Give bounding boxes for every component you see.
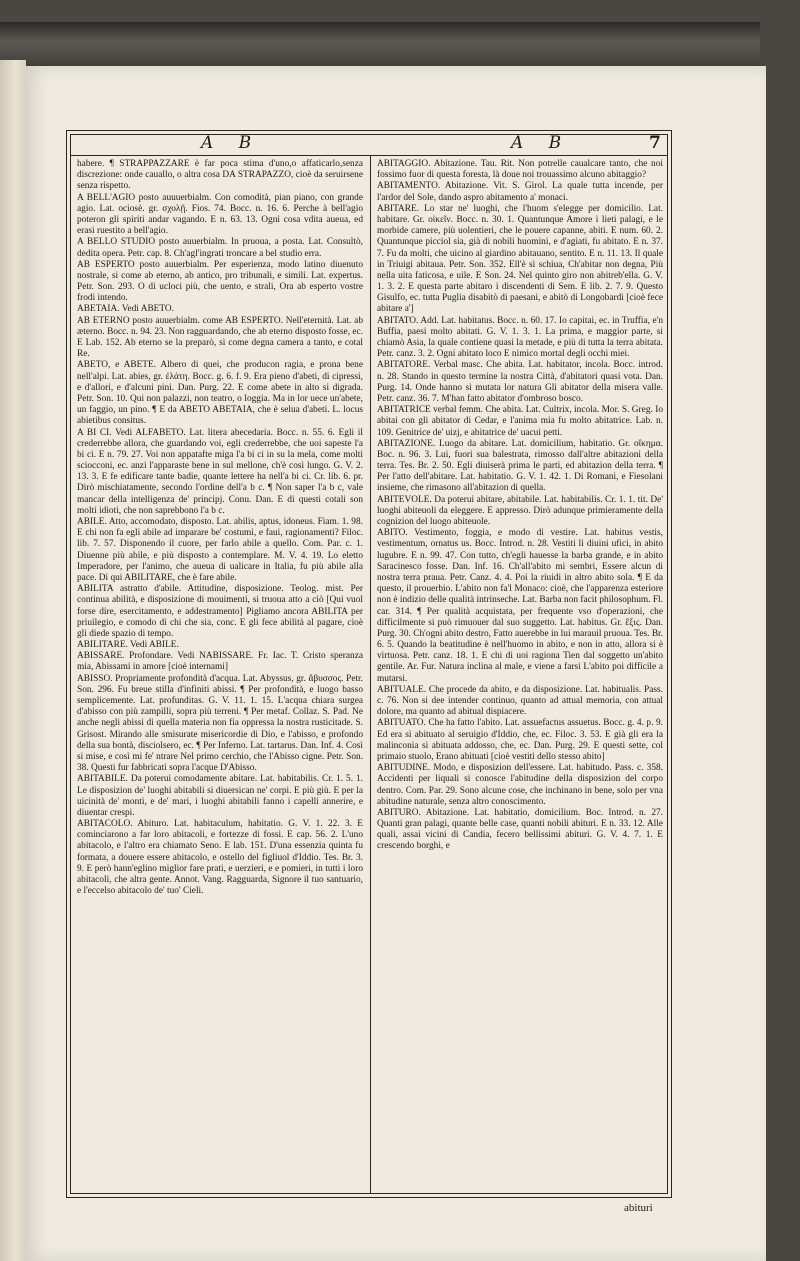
dictionary-entry: ABITABILE. Da poterui comodamente abitare. Lat. habitabilis. Cr. 1. 5. 1. Le disposizion de' luoghi abitabili si diuersican ne' corpi. E più giù. E per la uicinità de' monti, e de' mari, i luoghi abitabili fanno i capelli annerire, e diuentar crespi. [77,774,363,818]
dictionary-entry: ABITACOLO. Abituro. Lat. habitaculum, habitatio. G. V. 1. 22. 3. E cominciarono a far loro abitacoli, e fortezze di fossi. E cap. 56. 2. L'uno abitacolo, e l'altro era chiamato Seno. E lab. 151. D'una essenzia quinta fu formata, a douere essere abitacolo, e ostello del figliuol d'Iddio. Tes. Br. 3. 9. E però hann'eglino miglior fare prati, e uerzieri, e e pomieri, in tutti i loro abitacoli, che altra gente. Annot. Vang. Ragguarda, Signore il tuo santuario, e l'eccelso abitacolo de' tuo' Cieli. [77,819,363,897]
dictionary-entry: A BELL'AGIO posto auuuerbialm. Con comodità, pian piano, con grande agio. Lat. ociosè. gr. σχολῇ. Fios. 74. Bocc. n. 16. 6. Perche à bell'agio poteron gli spiriti andar vagando. E n. 63. 13. Ogni cosa vdita aueua, ed erasi ruestito a bell'agio. [77,192,363,237]
dictionary-entry: ABILE. Atto, accomodato, disposto. Lat. abilis, aptus, idoneus. Fiam. 1. 98. E chi non fa egli abile ad imparare be' costumi, e faui, ragionamenti? Filoc. lib. 7. 57. Disponendo il cuore, per farlo abile a quello. Com. Par. c. 1. Diuenne più abile, e più disposto a contemplare. M. V. 4. 19. Lo eletto Imperadore, per l'animo, che aueua di ualicare in Italia, fu più abile alla pace. Di qui ABILITARE, che è fare abile. [77,517,363,583]
dictionary-entry: ABISSO. Propriamente profondità d'acqua. Lat. Abyssus, gr. ἄβυσσος. Petr. Son. 296. Fu breue stilla d'infiniti abissi. ¶ Per profondità, e luogo basso semplicemente. Lat. profunditas. G. V. 11. 1. 15. L'acqua chiara surgea d'abisso con più zampilli, sopra più terreni. ¶ Per metaf. Collaz. S. Pad. Ne anche negli abissi di quella materia non fia oppressa la nostra rusticitade. S. Grisost. Mirando alle smisurate misericordie di Dio, e l'abisso, e profondo della sua bontà, disciolsero, ec. ¶ Per Inferno. Lat. tartarus. Dan. Inf. 4. Così si mise, e così mi fe' ntrare Nel primo cerchio, che l'Abisso cigne. Petr. Son. 38. Questi fur fabbricati sopra l'acque D'Abisso. [77,673,363,774]
page-number: 7 [649,133,661,153]
dictionary-entry: ABITARE. Lo star ne' luoghi, che l'huom s'elegge per domicilio. Lat. habitare. Gr. οἰκεῖν. Bocc. n. 30. 1. Quantunque Amore i lieti palagi, e le morbide camere, più uolentieri, che le pouere capanne, abiti. E num. 60. 2. Quantunque picciol sia, già di nobili huomini, e d'agiati, fu abitato. E n. 37. 7. Fu da molti, che uicino al giardino abitauano, sentito. E n. 11. 13. Il quale in Triuigi abitaua. Petr. Son. 352. Ell'è sì schiua, Ch'abitar non degna, Più nella uita faticosa, e uile. E Son. 24. Nel quinto giro non abitreb'ella. G. V. 1. 3. 2. E questa parte abitaro i discendenti di Sem. E lib. 2. 7. 9. Questo Gisulfo, ec. tutta Puglia disabitò di paesani, e abitò di Longobardi [cioè fece abitare a'] [377,203,663,315]
dictionary-entry: ABETAIA. Vedi ABETO. [77,304,175,315]
dictionary-entry: ABETO, e ABETE. Albero di quei, che producon ragia, e prona bene nell'alpi. Lat. abies, gr. ἐλάτη. Bocc. g. 6. f. 9. Era pieno d'abeti, di cipressi, e d'allori, e d'alcuni pini. Dan. Purg. 22. E come abete in alto si digrada. Petr. Son. 10. Qui non palazzi, non teatro, o loggia. Ma in lor uece un'abete, un faggio, un pino. ¶ E da ABETO ABETAIA, che è selua d'abeti. L. locus abietibus consitus. [77,360,363,427]
running-header [71,135,667,156]
dictionary-page [24,66,766,1261]
dictionary-entry: ABITATORE. Verbal masc. Che abita. Lat. habitator, incola. Bocc. introd. n. 28. Stando in questo termine la nostra Città, d'abitatori quasi vota. Dan. Purg. 14. Onde hanno sì mutata lor natura Gli abitator della misera valle. Petr. canz. 36. 7. M'han fatto abitator d'ombroso bosco. [377,360,663,404]
dictionary-entry: ABITUATO. Che ha fatto l'abito. Lat. assuefactus assuetus. Bocc. g. 4. p. 9. Ed era sì abituato al seruigio d'Iddio, che, ec. Filoc. 3. 53. E già gli era la malinconia sì abituata addosso, che, ec. Dan. Purg. 29. E questi sette, col primaio stuolo, Erano abituati [cioè vestiti dello stesso abito] [377,718,663,762]
dictionary-entry: ABITEVOLE. Da poterui abitare, abitabile. Lat. habitabilis. Cr. 1. 1. tit. De' luoghi abiteuoli da eleggere. E appresso. Dirò adunque primieramente della cognizion del luogo abiteuole. [377,494,663,527]
dictionary-entry: ABILITARE. Vedi ABILE. [77,640,179,651]
dictionary-entry: ABITURO. Abitazione. Lat. habitatio, domicilium. Boc. Introd. n. 27. Quanti gran palagi, quante belle case, quanti nobili abituri. E n. 33. 12. Alle quali, assai vicini di Candia, fecero bellissimi abituri. G. V. 4. 7. 1. E crescendo borghi, e [377,807,663,852]
dictionary-entry: ABITATO. Add. Lat. habitatus. Bocc. n. 60. 17. Io capitai, ec. in Truffia, e'n Buffia, paesi molto abitati. G. V. 1. 3. 1. La prima, e maggior parte, si chiamò Asia, la quale contiene quasi la metade, e più di tutta la terra abitata. Petr. canz. 3. 2. Ogni abitato loco E nimico mortal degli occhi miei. [377,315,663,360]
dictionary-entry: ABITUDINE. Modo, e disposizion dell'essere. Lat. habitudo. Pass. c. 358. Accidenti per liquali si conosce l'abitudine della disposizion del corpo dentro. Com. Par. 29. Sono alcune cose, che inchinano in bene, solo per vna abitudine naturale, senza altro conoscimento. [377,763,663,807]
dictionary-entry: ABITAGGIO. Abitazione. Tau. Rit. Non potrelle caualcare tanto, che noi fossimo fuor di questa foresta, là doue noi trouassimo alcuno abitaggio? [377,159,663,181]
dictionary-entry: ABITATRICE verbal femm. Che abita. Lat. Cultrix, incola. Mor. S. Greg. Io abitai con gli abitator di Cedar, e l'anima mia fu molto abitatrice. Lab. n. 109. Genitrice de' uizj, e abitatrice de' uacui petti. [377,405,663,438]
dictionary-entry: habere. ¶ STRAPPAZZARE è far poca stima d'uno,o affaticarlo,senza discrezione: onde cauallo, o altra cosa DA STRAPAZZO, cioè da seruirsene senza rispetto. [77,159,363,192]
right-column [377,159,663,1189]
dictionary-entry: A BI CI. Vedi ALFABETO. Lat. litera abecedaria. Bocc. n. 55. 6. Egli il crederrebbe allora, che guardando voi, egli crederrebbe, che uoi sapeste l'a bi ci. E n. 79. 27. Voi non appatafte miga l'a bi ci in su la mela, come molti sciocconi, ec. anzi l'apparaste bene in sul mellone, ch'è così lungo. G. V. 2. 13. 3. E fe edificare tante badie, quante lettere ha nell'a bi ci. Cr. lib. 6. pr. Dirò mischiatamente, secondo l'ordine dell'a b c. ¶ Non saper l'a b c, vale mancar della intelligenza de' principj. Conu. Dan. E di questi cotali son molti idioti, che non saprebbono l'a b c. [77,427,363,516]
dictionary-entry: ABILITA astratto d'abile. Attitudine, disposizione. Teolog. mist. Per continua abilità, e disposizione di mouimenti, si truoua atto a ciò [Qui vuol forse dire, esercitamento, e addestramento] Pigliamo ancora ABILITA per priuilegio, e comodo di chi che sia, conc. E gli fece abilità al pagare, cioè gli diede spazio di tempo. [77,584,363,639]
column-divider [370,155,371,1193]
left-column [77,159,363,1189]
dictionary-entry: ABISSARE. Profondare. Vedi NABISSARE. Fr. Iac. T. Cristo speranza mia, Abissami in amore [cioè internami] [77,651,363,673]
header-left-letters: A B [201,133,262,153]
dictionary-entry: A BELLO STUDIO posto auuerbialm. In pruoua, a posta. Lat. Consultò, dedita opera. Petr. cap. 8. Ch'agl'ingrati troncare a bel studio erra. [77,237,363,259]
dictionary-entry: ABITAZIONE. Luogo da abitare. Lat. domicilium, habitatio. Gr. οἴκημα. Boc. n. 96. 3. Lui, fuori sua balestrata, rimosso dall'altre abitazioni della terra. Tes. Br. 2. 50. Egli diuiserà prima le parti, ed abitazion della terra. ¶ Per l'atto dell'abitare. Lat. habitatio. G. V. 1. 42. 1. Di Romani, e Fiesolani insieme, che rimasono all'abitazion di quella. [377,438,663,494]
dictionary-entry: ABITO. Vestimento, foggia, e modo di vestire. Lat. habitus vestis, vestimentum, ornatus us. Bocc. Introd. n. 28. Vestiti li diuini ufici, in abito lugubre. E n. 99. 47. Con tutto, ch'egli hauesse la barba grande, e in abito Saracinesco fosse. Dan. Inf. 16. Ch'all'abito mi sembri, Essere alcun di nostra terra praua. Petr. Canz. 4. 4. Poi la riuidi in altro abito sola. ¶ E da questo, il prouerbio. L'abito non fa'l Monaco: cioè, che l'apparenza esteriore non è indizio delle qualità intrinseche. Lat. Barba non facit philosophum. Fl. car. 314. ¶ Per qualità acquistata, per frequente vso d'operazioni, che difficilmente si può rimuouer dal suo suggetto. Lat. habitus. Gr. ἕξις. Dan. Purg. 30. Ch'ogni abito destro, Fatto auerebbe in lui marauil pruoua. Tes. Br. 6. 5. Quando la beatitudine è nell'huomo in abito, e non in atto, allora si è virtuosa. Petr. canz. 18. 1. E chi di uoi ragiona Tien dal soggetto un'abito gentile. Ar. Fur. Natura inclina al male, e viene a farsi L'abito poi difficile a mutarsi. [377,528,663,684]
header-right-letters: A B [511,133,572,153]
dictionary-entry: ABITAMENTO. Abitazione. Vit. S. Girol. La quale tutta incende, per l'ardor del Sole, dando aspro abitamento a' monaci. [377,181,663,203]
catchword: abituri [624,1202,653,1214]
dictionary-entry: ABITUALE. Che procede da abito, e da disposizione. Lat. habitualis. Pass. c. 76. Non si dee intender continuo, quanto ad attual memoria, con attual dolore, ma quanto ad abitual dispiacere. [377,684,663,718]
page-frame [70,134,668,1194]
facing-page-edge [0,60,26,1261]
dictionary-entry: AB ESPERTO posto auuerbialm. Per esperienza, modo latino diuenuto nostrale, si come ab eterno, ab antico, pro tribunali, e simili. Lat. expertus. Petr. Son. 293. O di ucloci più, che uento, e strali, Ora ab esperto vostre frodi intendo. [77,259,363,304]
dictionary-entry: AB ETERNO posto auuerbialm. come AB ESPERTO. Nell'eternità. Lat. ab æterno. Bocc. n. 94. 23. Non ragguardando, che ab eterno disposto fosse, ec. E Lab. 152. Ab eterno se la preparò, sì come degna camera a tanto, e cotal Re. [77,315,363,360]
